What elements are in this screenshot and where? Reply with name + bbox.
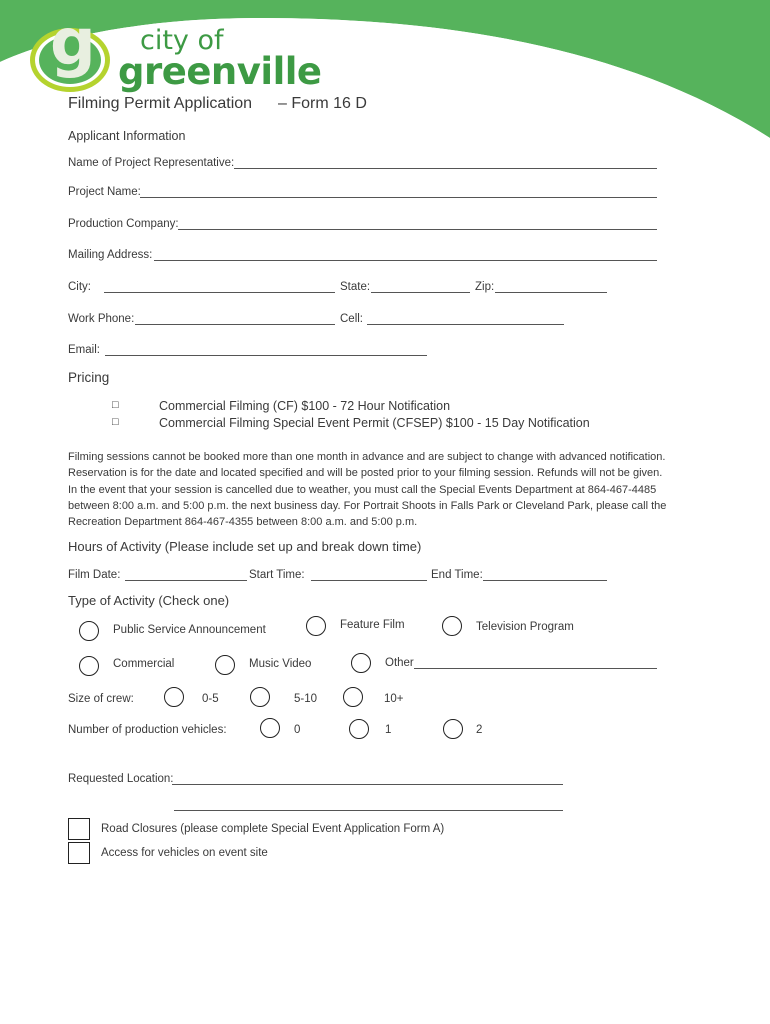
hours-heading: Hours of Activity (Please include set up and break down time) xyxy=(68,539,422,554)
label-crew-0-5: 0-5 xyxy=(202,693,219,705)
label-crew-10-plus: 10+ xyxy=(384,693,404,705)
radio-vehicles-1[interactable] xyxy=(349,719,369,739)
radio-crew-10-plus[interactable] xyxy=(343,687,363,707)
project-label: Project Name: xyxy=(68,186,141,198)
applicant-heading: Applicant Information xyxy=(68,129,186,143)
rep-label: Name of Project Representative: xyxy=(68,157,235,169)
film-date-label: Film Date: xyxy=(68,569,121,581)
radio-crew-0-5[interactable] xyxy=(164,687,184,707)
radio-commercial[interactable] xyxy=(79,656,99,676)
email-label: Email: xyxy=(68,344,100,356)
company-field[interactable] xyxy=(178,229,657,230)
radio-other[interactable] xyxy=(351,653,371,673)
pricing-checkbox-cf[interactable]: □ xyxy=(112,399,119,411)
cell-field[interactable] xyxy=(367,324,564,325)
radio-psa[interactable] xyxy=(79,621,99,641)
header-banner xyxy=(0,0,770,140)
radio-vehicles-2[interactable] xyxy=(443,719,463,739)
zip-field[interactable] xyxy=(495,292,607,293)
notice-line: In the event that your session is cancelled due to weather, you must call the Special Events Department at 864-467-4485 xyxy=(68,483,657,496)
location-label: Requested Location: xyxy=(68,773,174,785)
notice-line: between 8:00 a.m. and 5:00 p.m. the next business day. For Portrait Shoots in Falls Park or Cleveland Park, please call the xyxy=(68,499,667,512)
radio-feature-film[interactable] xyxy=(306,616,326,636)
green-swoosh xyxy=(0,0,770,138)
label-commercial: Commercial xyxy=(113,658,175,670)
radio-crew-5-10[interactable] xyxy=(250,687,270,707)
notice-line: Recreation Department 864-467-4355 between 8:00 a.m. and 5:00 p.m. xyxy=(68,516,418,529)
radio-television[interactable] xyxy=(442,616,462,636)
project-field[interactable] xyxy=(140,197,657,198)
label-crew-5-10: 5-10 xyxy=(294,693,318,705)
label-other: Other xyxy=(385,657,414,669)
checkbox-vehicle-access[interactable] xyxy=(68,842,90,864)
logo-city-text: city of xyxy=(140,25,224,56)
end-time-label: End Time: xyxy=(431,569,483,581)
start-time-label: Start Time: xyxy=(249,569,305,581)
film-date-field[interactable] xyxy=(125,580,247,581)
checkbox-road-closures[interactable] xyxy=(68,818,90,840)
address-label: Mailing Address: xyxy=(68,249,153,261)
other-field[interactable] xyxy=(414,668,657,669)
state-field[interactable] xyxy=(371,292,470,293)
label-television: Television Program xyxy=(476,621,574,633)
label-psa: Public Service Announcement xyxy=(113,624,266,636)
logo-name-text: greenville xyxy=(118,50,322,93)
location-field-1[interactable] xyxy=(172,784,563,785)
city-field[interactable] xyxy=(104,292,335,293)
notice-line: Filming sessions cannot be booked more than one month in advance and are subject to change with advanced notification. xyxy=(68,451,666,463)
crew-label: Size of crew: xyxy=(68,693,134,705)
label-vehicles-0: 0 xyxy=(294,724,301,736)
logo-letter: g xyxy=(50,6,96,80)
cell-label: Cell: xyxy=(340,313,364,325)
state-label: State: xyxy=(340,281,371,293)
work-phone-field[interactable] xyxy=(135,324,335,325)
vehicles-label: Number of production vehicles: xyxy=(68,724,227,736)
city-label: City: xyxy=(68,281,91,293)
pricing-checkbox-cfsep[interactable]: □ xyxy=(112,416,119,428)
label-road-closures: Road Closures (please complete Special Event Application Form A) xyxy=(101,823,445,835)
location-field-2[interactable] xyxy=(174,810,563,811)
page-title: Filming Permit Application xyxy=(68,95,253,112)
form-number: – Form 16 D xyxy=(278,95,367,112)
radio-vehicles-0[interactable] xyxy=(260,718,280,738)
label-vehicle-access: Access for vehicles on event site xyxy=(101,847,268,859)
work-phone-label: Work Phone: xyxy=(68,313,135,325)
zip-label: Zip: xyxy=(475,281,495,293)
company-label: Production Company: xyxy=(68,218,179,230)
booking-notice xyxy=(68,449,718,530)
radio-music-video[interactable] xyxy=(215,655,235,675)
label-vehicles-2: 2 xyxy=(476,724,483,736)
pricing-option-cf: Commercial Filming (CF) $100 - 72 Hour Notification xyxy=(159,399,451,413)
label-vehicles-1: 1 xyxy=(385,724,392,736)
label-feature-film: Feature Film xyxy=(340,619,405,631)
rep-field[interactable] xyxy=(234,168,657,169)
email-field[interactable] xyxy=(105,355,427,356)
activity-heading: Type of Activity (Check one) xyxy=(68,593,230,608)
pricing-heading: Pricing xyxy=(68,370,110,385)
address-field[interactable] xyxy=(154,260,657,261)
notice-line: Reservation is for the date and located specified and will be posted prior to your filming session. Refunds will not be given. xyxy=(68,467,663,480)
end-time-field[interactable] xyxy=(483,580,607,581)
start-time-field[interactable] xyxy=(311,580,427,581)
label-music-video: Music Video xyxy=(249,658,312,670)
pricing-option-cfsep: Commercial Filming Special Event Permit (CFSEP) $100 - 15 Day Notification xyxy=(159,416,590,430)
